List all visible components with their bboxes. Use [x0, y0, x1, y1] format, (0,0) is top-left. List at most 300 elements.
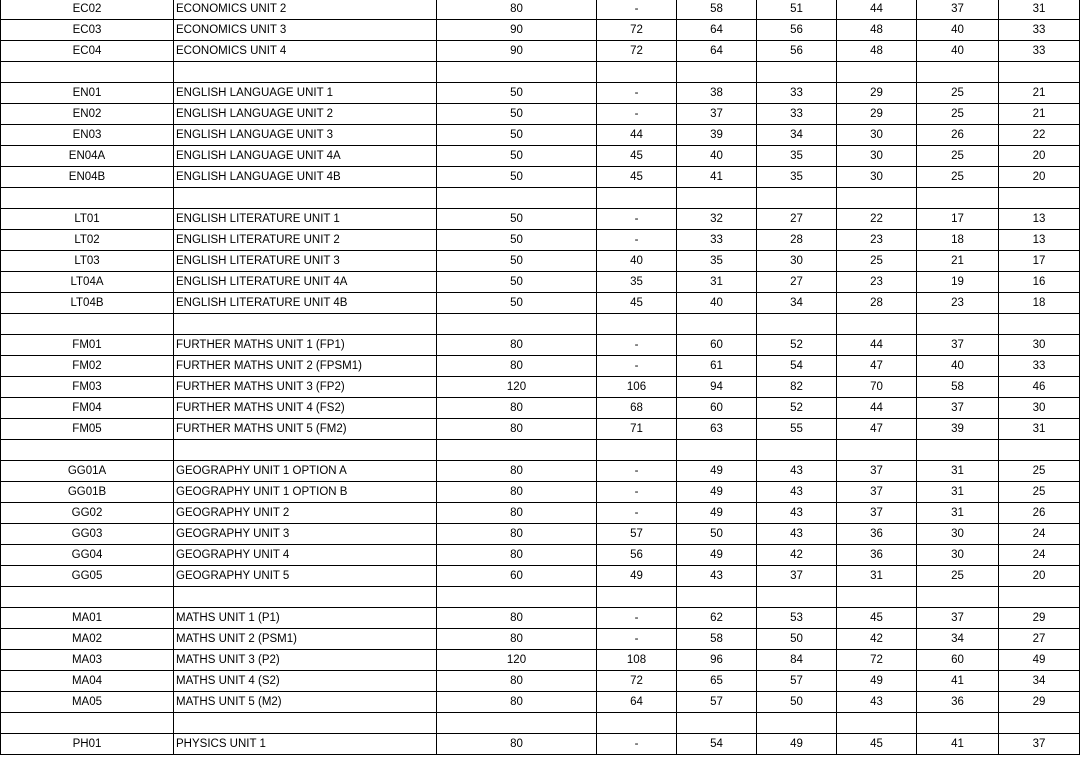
cell-d: 60 [917, 650, 999, 671]
cell-code: LT03 [1, 251, 174, 272]
cell-max: 120 [437, 377, 597, 398]
cell-a-star: - [597, 230, 677, 251]
empty-cell [757, 314, 837, 335]
cell-title: ENGLISH LANGUAGE UNIT 4B [174, 167, 437, 188]
table-row [1, 503, 1080, 524]
cell-a-star: 64 [597, 692, 677, 713]
cell-code: GG03 [1, 524, 174, 545]
cell-max: 80 [437, 356, 597, 377]
cell-b: 43 [757, 461, 837, 482]
cell-code: FM03 [1, 377, 174, 398]
cell-e: 20 [999, 146, 1080, 167]
cell-b: 27 [757, 209, 837, 230]
cell-a: 63 [677, 419, 757, 440]
table-row [1, 41, 1080, 62]
cell-max: 80 [437, 461, 597, 482]
empty-cell [917, 713, 999, 734]
cell-d: 36 [917, 692, 999, 713]
cell-a: 64 [677, 41, 757, 62]
cell-b: 49 [757, 734, 837, 755]
cell-e: 27 [999, 629, 1080, 650]
cell-c: 31 [837, 566, 917, 587]
empty-cell [174, 62, 437, 83]
cell-d: 41 [917, 671, 999, 692]
empty-cell [757, 188, 837, 209]
cell-d: 37 [917, 0, 999, 20]
cell-b: 56 [757, 20, 837, 41]
cell-max: 80 [437, 608, 597, 629]
cell-title: FURTHER MATHS UNIT 3 (FP2) [174, 377, 437, 398]
cell-a: 62 [677, 608, 757, 629]
cell-a: 50 [677, 524, 757, 545]
cell-max: 50 [437, 104, 597, 125]
empty-cell [597, 314, 677, 335]
table-row [1, 671, 1080, 692]
cell-b: 56 [757, 41, 837, 62]
cell-max: 50 [437, 167, 597, 188]
cell-c: 30 [837, 167, 917, 188]
table-row [1, 251, 1080, 272]
cell-max: 50 [437, 272, 597, 293]
table-row [1, 650, 1080, 671]
empty-cell [999, 440, 1080, 461]
cell-c: 37 [837, 482, 917, 503]
cell-a: 57 [677, 692, 757, 713]
cell-a: 65 [677, 671, 757, 692]
cell-e: 26 [999, 503, 1080, 524]
cell-d: 37 [917, 335, 999, 356]
cell-c: 36 [837, 524, 917, 545]
empty-cell [1, 314, 174, 335]
cell-max: 50 [437, 125, 597, 146]
cell-a: 49 [677, 482, 757, 503]
cell-title: ENGLISH LANGUAGE UNIT 1 [174, 83, 437, 104]
cell-d: 25 [917, 146, 999, 167]
cell-a-star: 40 [597, 251, 677, 272]
empty-cell [999, 188, 1080, 209]
cell-title: MATHS UNIT 1 (P1) [174, 608, 437, 629]
cell-a: 43 [677, 566, 757, 587]
cell-c: 45 [837, 734, 917, 755]
cell-code: EN04B [1, 167, 174, 188]
cell-code: LT04A [1, 272, 174, 293]
cell-a-star: - [597, 83, 677, 104]
cell-e: 49 [999, 650, 1080, 671]
cell-a-star: - [597, 734, 677, 755]
cell-d: 34 [917, 629, 999, 650]
cell-title: FURTHER MATHS UNIT 4 (FS2) [174, 398, 437, 419]
cell-b: 35 [757, 167, 837, 188]
cell-c: 48 [837, 20, 917, 41]
cell-a: 49 [677, 461, 757, 482]
cell-title: ENGLISH LITERATURE UNIT 2 [174, 230, 437, 251]
empty-cell [677, 314, 757, 335]
cell-code: FM02 [1, 356, 174, 377]
cell-title: ECONOMICS UNIT 3 [174, 20, 437, 41]
cell-a-star: 72 [597, 41, 677, 62]
cell-a-star: 57 [597, 524, 677, 545]
cell-b: 37 [757, 566, 837, 587]
cell-d: 37 [917, 608, 999, 629]
empty-cell [837, 587, 917, 608]
cell-c: 48 [837, 41, 917, 62]
cell-d: 25 [917, 83, 999, 104]
cell-e: 18 [999, 293, 1080, 314]
empty-cell [677, 587, 757, 608]
cell-c: 25 [837, 251, 917, 272]
empty-cell [677, 713, 757, 734]
table-row [1, 398, 1080, 419]
empty-cell [837, 440, 917, 461]
cell-code: MA05 [1, 692, 174, 713]
cell-a: 96 [677, 650, 757, 671]
cell-code: GG01A [1, 461, 174, 482]
empty-cell [174, 587, 437, 608]
cell-a: 49 [677, 545, 757, 566]
empty-cell [1, 62, 174, 83]
table-row [1, 293, 1080, 314]
cell-e: 29 [999, 608, 1080, 629]
empty-cell [917, 188, 999, 209]
cell-max: 80 [437, 419, 597, 440]
cell-d: 23 [917, 293, 999, 314]
empty-cell [999, 62, 1080, 83]
table-row [1, 230, 1080, 251]
cell-a-star: - [597, 461, 677, 482]
cell-max: 80 [437, 629, 597, 650]
cell-a-star: 45 [597, 146, 677, 167]
cell-c: 44 [837, 398, 917, 419]
empty-cell [757, 587, 837, 608]
cell-b: 30 [757, 251, 837, 272]
empty-cell [1, 713, 174, 734]
cell-b: 34 [757, 125, 837, 146]
cell-e: 13 [999, 209, 1080, 230]
cell-max: 80 [437, 503, 597, 524]
table-row [1, 545, 1080, 566]
cell-e: 24 [999, 524, 1080, 545]
cell-a-star: 49 [597, 566, 677, 587]
cell-a: 31 [677, 272, 757, 293]
cell-a: 40 [677, 146, 757, 167]
cell-title: MATHS UNIT 3 (P2) [174, 650, 437, 671]
empty-cell [677, 440, 757, 461]
table-row [1, 377, 1080, 398]
cell-title: GEOGRAPHY UNIT 1 OPTION B [174, 482, 437, 503]
cell-code: EN02 [1, 104, 174, 125]
spacer-row [1, 188, 1080, 209]
cell-code: PH01 [1, 734, 174, 755]
cell-title: GEOGRAPHY UNIT 1 OPTION A [174, 461, 437, 482]
cell-e: 25 [999, 461, 1080, 482]
empty-cell [597, 713, 677, 734]
cell-max: 60 [437, 566, 597, 587]
empty-cell [757, 440, 837, 461]
cell-b: 52 [757, 335, 837, 356]
cell-c: 37 [837, 503, 917, 524]
cell-c: 36 [837, 545, 917, 566]
cell-d: 26 [917, 125, 999, 146]
empty-cell [437, 587, 597, 608]
cell-e: 33 [999, 20, 1080, 41]
cell-b: 43 [757, 503, 837, 524]
cell-e: 34 [999, 671, 1080, 692]
table-row [1, 335, 1080, 356]
cell-c: 42 [837, 629, 917, 650]
table-row [1, 272, 1080, 293]
cell-a-star: 72 [597, 20, 677, 41]
cell-c: 28 [837, 293, 917, 314]
cell-code: LT02 [1, 230, 174, 251]
empty-cell [174, 440, 437, 461]
cell-a-star: - [597, 482, 677, 503]
empty-cell [437, 713, 597, 734]
cell-code: FM05 [1, 419, 174, 440]
cell-c: 30 [837, 146, 917, 167]
cell-b: 27 [757, 272, 837, 293]
cell-a: 54 [677, 734, 757, 755]
cell-b: 54 [757, 356, 837, 377]
table-row [1, 608, 1080, 629]
cell-max: 50 [437, 146, 597, 167]
cell-e: 30 [999, 335, 1080, 356]
cell-e: 24 [999, 545, 1080, 566]
empty-cell [597, 440, 677, 461]
cell-code: GG01B [1, 482, 174, 503]
cell-d: 17 [917, 209, 999, 230]
cell-e: 25 [999, 482, 1080, 503]
cell-b: 55 [757, 419, 837, 440]
cell-c: 23 [837, 230, 917, 251]
cell-title: GEOGRAPHY UNIT 3 [174, 524, 437, 545]
cell-c: 43 [837, 692, 917, 713]
cell-a: 61 [677, 356, 757, 377]
cell-a-star: 108 [597, 650, 677, 671]
cell-d: 40 [917, 41, 999, 62]
cell-code: EC02 [1, 0, 174, 20]
table-row [1, 356, 1080, 377]
cell-title: MATHS UNIT 4 (S2) [174, 671, 437, 692]
cell-c: 70 [837, 377, 917, 398]
cell-d: 31 [917, 461, 999, 482]
empty-cell [757, 713, 837, 734]
table-row [1, 461, 1080, 482]
cell-b: 43 [757, 524, 837, 545]
table-row [1, 83, 1080, 104]
table-row [1, 209, 1080, 230]
cell-c: 37 [837, 461, 917, 482]
cell-code: EN01 [1, 83, 174, 104]
cell-a: 33 [677, 230, 757, 251]
cell-a: 35 [677, 251, 757, 272]
cell-d: 41 [917, 734, 999, 755]
cell-c: 49 [837, 671, 917, 692]
cell-d: 30 [917, 545, 999, 566]
cell-a: 64 [677, 20, 757, 41]
cell-a-star: 44 [597, 125, 677, 146]
cell-d: 25 [917, 104, 999, 125]
cell-a-star: - [597, 335, 677, 356]
cell-a: 58 [677, 629, 757, 650]
cell-max: 80 [437, 545, 597, 566]
cell-max: 50 [437, 209, 597, 230]
cell-max: 80 [437, 335, 597, 356]
empty-cell [999, 587, 1080, 608]
cell-max: 50 [437, 251, 597, 272]
empty-cell [174, 314, 437, 335]
empty-cell [677, 62, 757, 83]
spacer-row [1, 713, 1080, 734]
empty-cell [917, 587, 999, 608]
cell-b: 50 [757, 692, 837, 713]
cell-e: 13 [999, 230, 1080, 251]
table-row [1, 692, 1080, 713]
cell-d: 30 [917, 524, 999, 545]
cell-c: 29 [837, 83, 917, 104]
cell-e: 31 [999, 0, 1080, 20]
cell-e: 46 [999, 377, 1080, 398]
cell-a-star: - [597, 503, 677, 524]
cell-b: 33 [757, 83, 837, 104]
cell-c: 47 [837, 356, 917, 377]
cell-title: GEOGRAPHY UNIT 5 [174, 566, 437, 587]
cell-title: ENGLISH LITERATURE UNIT 4B [174, 293, 437, 314]
cell-a-star: - [597, 209, 677, 230]
cell-b: 42 [757, 545, 837, 566]
cell-d: 21 [917, 251, 999, 272]
cell-d: 18 [917, 230, 999, 251]
table-row [1, 734, 1080, 755]
empty-cell [837, 314, 917, 335]
cell-code: MA03 [1, 650, 174, 671]
cell-e: 33 [999, 356, 1080, 377]
cell-title: ECONOMICS UNIT 2 [174, 0, 437, 20]
table-row [1, 125, 1080, 146]
cell-max: 90 [437, 20, 597, 41]
cell-title: ENGLISH LITERATURE UNIT 3 [174, 251, 437, 272]
cell-b: 35 [757, 146, 837, 167]
empty-cell [437, 314, 597, 335]
cell-d: 31 [917, 503, 999, 524]
empty-cell [597, 188, 677, 209]
cell-c: 22 [837, 209, 917, 230]
cell-code: MA02 [1, 629, 174, 650]
cell-title: GEOGRAPHY UNIT 2 [174, 503, 437, 524]
cell-max: 50 [437, 83, 597, 104]
cell-title: ENGLISH LITERATURE UNIT 4A [174, 272, 437, 293]
empty-cell [917, 314, 999, 335]
cell-code: FM04 [1, 398, 174, 419]
cell-a-star: 45 [597, 293, 677, 314]
cell-e: 37 [999, 734, 1080, 755]
cell-max: 80 [437, 734, 597, 755]
cell-max: 50 [437, 293, 597, 314]
cell-code: FM01 [1, 335, 174, 356]
empty-cell [1, 587, 174, 608]
cell-d: 40 [917, 20, 999, 41]
cell-e: 22 [999, 125, 1080, 146]
cell-code: EC03 [1, 20, 174, 41]
cell-a: 38 [677, 83, 757, 104]
cell-title: MATHS UNIT 2 (PSM1) [174, 629, 437, 650]
empty-cell [757, 62, 837, 83]
empty-cell [837, 62, 917, 83]
empty-cell [174, 713, 437, 734]
cell-e: 17 [999, 251, 1080, 272]
spacer-row [1, 587, 1080, 608]
empty-cell [917, 440, 999, 461]
empty-cell [597, 587, 677, 608]
table-row [1, 0, 1080, 20]
cell-e: 29 [999, 692, 1080, 713]
cell-max: 90 [437, 41, 597, 62]
cell-code: GG02 [1, 503, 174, 524]
empty-cell [1, 188, 174, 209]
spacer-row [1, 62, 1080, 83]
cell-c: 30 [837, 125, 917, 146]
cell-a: 41 [677, 167, 757, 188]
cell-d: 19 [917, 272, 999, 293]
cell-a-star: - [597, 629, 677, 650]
cell-c: 45 [837, 608, 917, 629]
table-row [1, 524, 1080, 545]
cell-e: 21 [999, 104, 1080, 125]
cell-title: FURTHER MATHS UNIT 2 (FPSM1) [174, 356, 437, 377]
empty-cell [597, 62, 677, 83]
cell-title: ENGLISH LITERATURE UNIT 1 [174, 209, 437, 230]
cell-c: 29 [837, 104, 917, 125]
cell-d: 25 [917, 566, 999, 587]
cell-a-star: - [597, 104, 677, 125]
cell-title: ENGLISH LANGUAGE UNIT 4A [174, 146, 437, 167]
cell-c: 47 [837, 419, 917, 440]
cell-e: 21 [999, 83, 1080, 104]
cell-e: 30 [999, 398, 1080, 419]
table-row [1, 20, 1080, 41]
cell-c: 44 [837, 335, 917, 356]
cell-d: 58 [917, 377, 999, 398]
cell-b: 28 [757, 230, 837, 251]
spacer-row [1, 440, 1080, 461]
cell-max: 50 [437, 230, 597, 251]
cell-title: ECONOMICS UNIT 4 [174, 41, 437, 62]
table-row [1, 146, 1080, 167]
empty-cell [999, 713, 1080, 734]
table-row [1, 482, 1080, 503]
empty-cell [999, 314, 1080, 335]
cell-title: ENGLISH LANGUAGE UNIT 3 [174, 125, 437, 146]
spacer-row [1, 314, 1080, 335]
cell-code: LT04B [1, 293, 174, 314]
cell-a-star: 106 [597, 377, 677, 398]
cell-d: 37 [917, 398, 999, 419]
empty-cell [174, 188, 437, 209]
cell-e: 33 [999, 41, 1080, 62]
cell-a-star: 71 [597, 419, 677, 440]
cell-a-star: 45 [597, 167, 677, 188]
cell-a: 60 [677, 335, 757, 356]
cell-a: 37 [677, 104, 757, 125]
cell-code: EN03 [1, 125, 174, 146]
cell-title: MATHS UNIT 5 (M2) [174, 692, 437, 713]
cell-b: 33 [757, 104, 837, 125]
cell-a: 39 [677, 125, 757, 146]
cell-a: 49 [677, 503, 757, 524]
cell-b: 57 [757, 671, 837, 692]
cell-c: 44 [837, 0, 917, 20]
cell-max: 80 [437, 0, 597, 20]
cell-code: MA01 [1, 608, 174, 629]
